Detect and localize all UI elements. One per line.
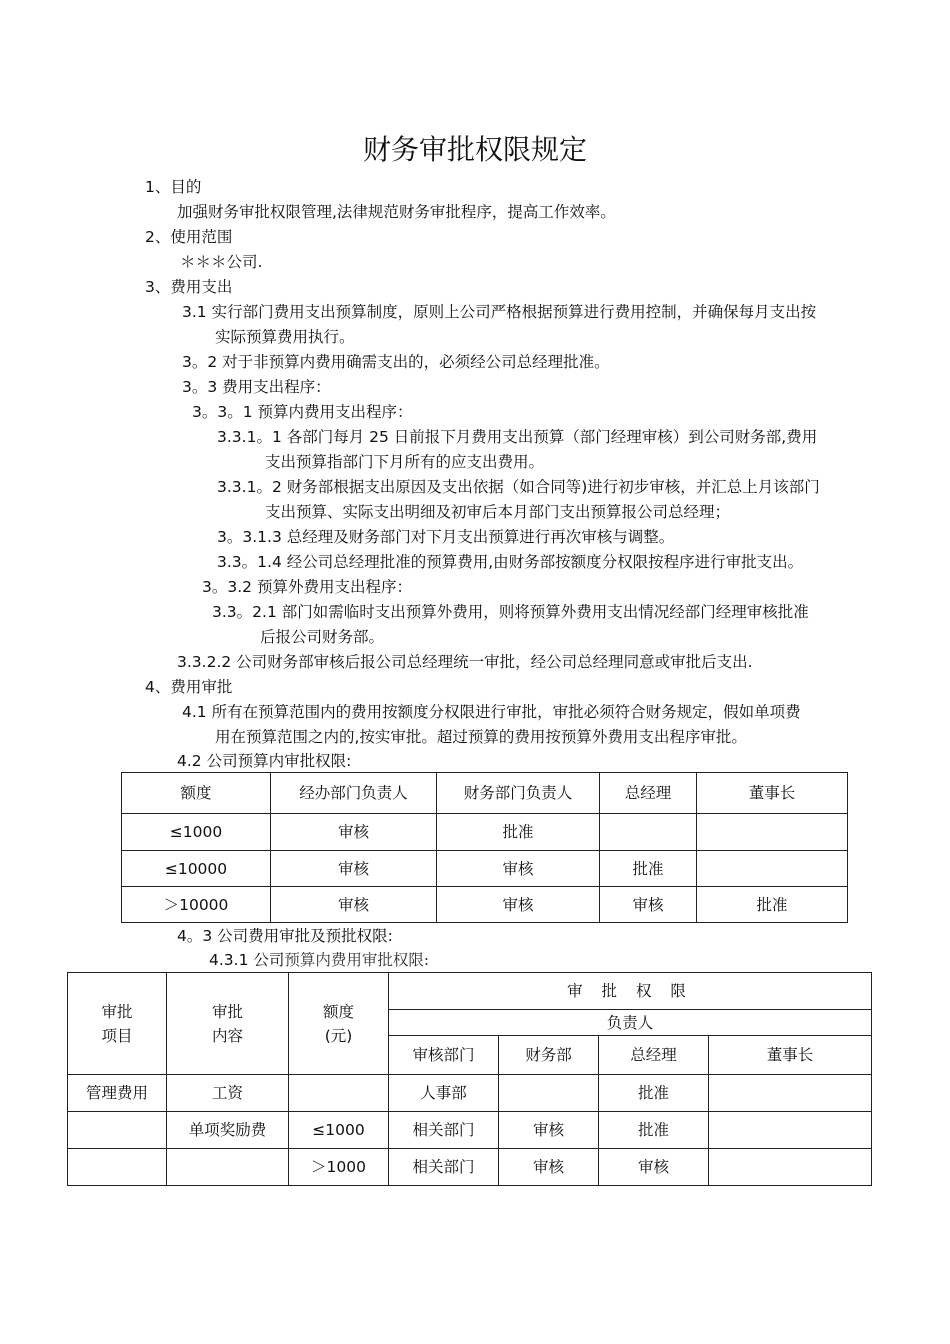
table-cell bbox=[709, 1112, 872, 1149]
table2-caption bbox=[209, 950, 429, 970]
table-cell: 相关部门 bbox=[389, 1112, 499, 1149]
header-cell-responsible: 负责人 bbox=[389, 1010, 872, 1036]
paragraph: 支出预算指部门下月所有的应支出费用。 bbox=[265, 453, 545, 471]
table-cell: ≤10000 bbox=[122, 851, 271, 887]
table-cell: 审核 bbox=[437, 851, 600, 887]
header-cell-item: 审批 项目 bbox=[68, 973, 167, 1075]
header-cell: 审核部门 bbox=[389, 1036, 499, 1075]
paragraph: 3.3。1.4 经公司总经理批准的预算费用,由财务部按额度分权限按程序进行审批支出。 bbox=[217, 553, 804, 571]
paragraph: 3.3.1。2 财务部根据支出原因及支出依据（如合同等)进行初步审核，并汇总上月该部门 bbox=[217, 478, 820, 496]
table-cell bbox=[697, 814, 848, 851]
table1-caption: 4.2 公司预算内审批权限: bbox=[177, 752, 352, 770]
table-cell: ＞10000 bbox=[122, 887, 271, 923]
table-row bbox=[68, 1112, 872, 1149]
table-cell bbox=[697, 851, 848, 887]
table-cell bbox=[289, 1075, 389, 1112]
paragraph: 3.1 实行部门费用支出预算制度，原则上公司严格根据预算进行费用控制，并确保每月支出按 bbox=[182, 303, 817, 321]
paragraph: 用在预算范围之内的,按实审批。超过预算的费用按预算外费用支出程序审批。 bbox=[215, 728, 747, 746]
header-cell: 经办部门负责人 bbox=[271, 773, 437, 814]
paragraph: 3.3。2.1 部门如需临时支出预算外费用，则将预算外费用支出情况经部门经理审核批准 bbox=[212, 603, 809, 621]
table-row bbox=[68, 1075, 872, 1112]
header-cell-amount: 额度 (元) bbox=[289, 973, 389, 1075]
table-cell bbox=[499, 1075, 599, 1112]
table-cell bbox=[709, 1075, 872, 1112]
table-cell: ≤1000 bbox=[122, 814, 271, 851]
header-cell: 财务部 bbox=[499, 1036, 599, 1075]
table2-section-caption: 4。3 公司费用审批及预批权限: bbox=[177, 927, 393, 945]
caption-prefix: 4.3.1 公司 bbox=[209, 951, 285, 969]
table-cell bbox=[167, 1149, 289, 1186]
paragraph: 3。3 费用支出程序： bbox=[182, 378, 331, 396]
paragraph: 支出预算、实际支出明细及初审后本月部门支出预算报公司总经理； bbox=[265, 503, 731, 521]
table-cell: 审核 bbox=[271, 851, 437, 887]
document-title: 财务审批权限规定 bbox=[362, 133, 587, 166]
table-cell: 审核 bbox=[499, 1112, 599, 1149]
table-cell: 审核 bbox=[499, 1149, 599, 1186]
header-cell-authority: 审 批 权 限 bbox=[389, 973, 872, 1010]
paragraph: 3。3。1 预算内费用支出程序： bbox=[192, 403, 413, 421]
table-cell: 审核 bbox=[599, 1149, 709, 1186]
table-cell: 人事部 bbox=[389, 1075, 499, 1112]
table-cell: 批准 bbox=[599, 1075, 709, 1112]
expense-authority-table bbox=[67, 972, 872, 1186]
paragraph: 3.3.2.2 公司财务部审核后报公司总经理统一审批，经公司总经理同意或审批后支出. bbox=[177, 653, 753, 671]
table-cell: 审核 bbox=[271, 814, 437, 851]
table-cell: 批准 bbox=[599, 1112, 709, 1149]
table-row bbox=[122, 887, 848, 923]
table-cell: 批准 bbox=[437, 814, 600, 851]
table-cell: 审核 bbox=[600, 887, 697, 923]
header-cell: 财务部门负责人 bbox=[437, 773, 600, 814]
paragraph: 实际预算费用执行。 bbox=[215, 328, 355, 346]
table-row bbox=[122, 814, 848, 851]
table-cell: 批准 bbox=[600, 851, 697, 887]
table-cell: 审核 bbox=[271, 887, 437, 923]
table-cell: 审核 bbox=[437, 887, 600, 923]
paragraph: 3。3.1.3 总经理及财务部门对下月支出预算进行再次审核与调整。 bbox=[217, 528, 675, 546]
paragraph: 4.1 所有在预算范围内的费用按额度分权限进行审批，审批必须符合财务规定，假如单项费 bbox=[182, 703, 801, 721]
paragraph: 3.3.1。1 各部门每月 25 日前报下月费用支出预算（部门经理审核）到公司财务部,费用 bbox=[217, 428, 818, 446]
section-2-heading: 2、使用范围 bbox=[145, 228, 233, 246]
header-cell: 董事长 bbox=[697, 773, 848, 814]
paragraph: 3。3.2 预算外费用支出程序： bbox=[202, 578, 412, 596]
budget-approval-table bbox=[121, 772, 848, 923]
table-cell: 管理费用 bbox=[68, 1075, 167, 1112]
section-3-heading: 3、费用支出 bbox=[145, 278, 233, 296]
paragraph: ＊＊＊公司. bbox=[180, 253, 263, 271]
header-cell-content: 审批 内容 bbox=[167, 973, 289, 1075]
table-cell bbox=[600, 814, 697, 851]
paragraph: 加强财务审批权限管理,法律规范财务审批程序，提高工作效率。 bbox=[177, 203, 616, 221]
table-cell bbox=[68, 1149, 167, 1186]
table-row bbox=[122, 851, 848, 887]
table-cell: 单项奖励费 bbox=[167, 1112, 289, 1149]
table-cell bbox=[68, 1112, 167, 1149]
table-cell: 批准 bbox=[697, 887, 848, 923]
table-row bbox=[68, 1149, 872, 1186]
table-cell: 相关部门 bbox=[389, 1149, 499, 1186]
paragraph: 3。2 对于非预算内费用确需支出的，必须经公司总经理批准。 bbox=[182, 353, 610, 371]
header-cell: 额度 bbox=[122, 773, 271, 814]
table-cell: 工资 bbox=[167, 1075, 289, 1112]
table-cell bbox=[709, 1149, 872, 1186]
caption-suffix: 预算内费用审批权限: bbox=[284, 951, 430, 969]
header-cell: 董事长 bbox=[709, 1036, 872, 1075]
section-4-heading: 4、费用审批 bbox=[145, 678, 233, 696]
table-cell: ＞1000 bbox=[289, 1149, 389, 1186]
header-cell: 总经理 bbox=[600, 773, 697, 814]
section-1-heading: 1、目的 bbox=[145, 178, 202, 196]
paragraph: 后报公司财务部。 bbox=[260, 628, 385, 646]
header-cell: 总经理 bbox=[599, 1036, 709, 1075]
table-cell: ≤1000 bbox=[289, 1112, 389, 1149]
